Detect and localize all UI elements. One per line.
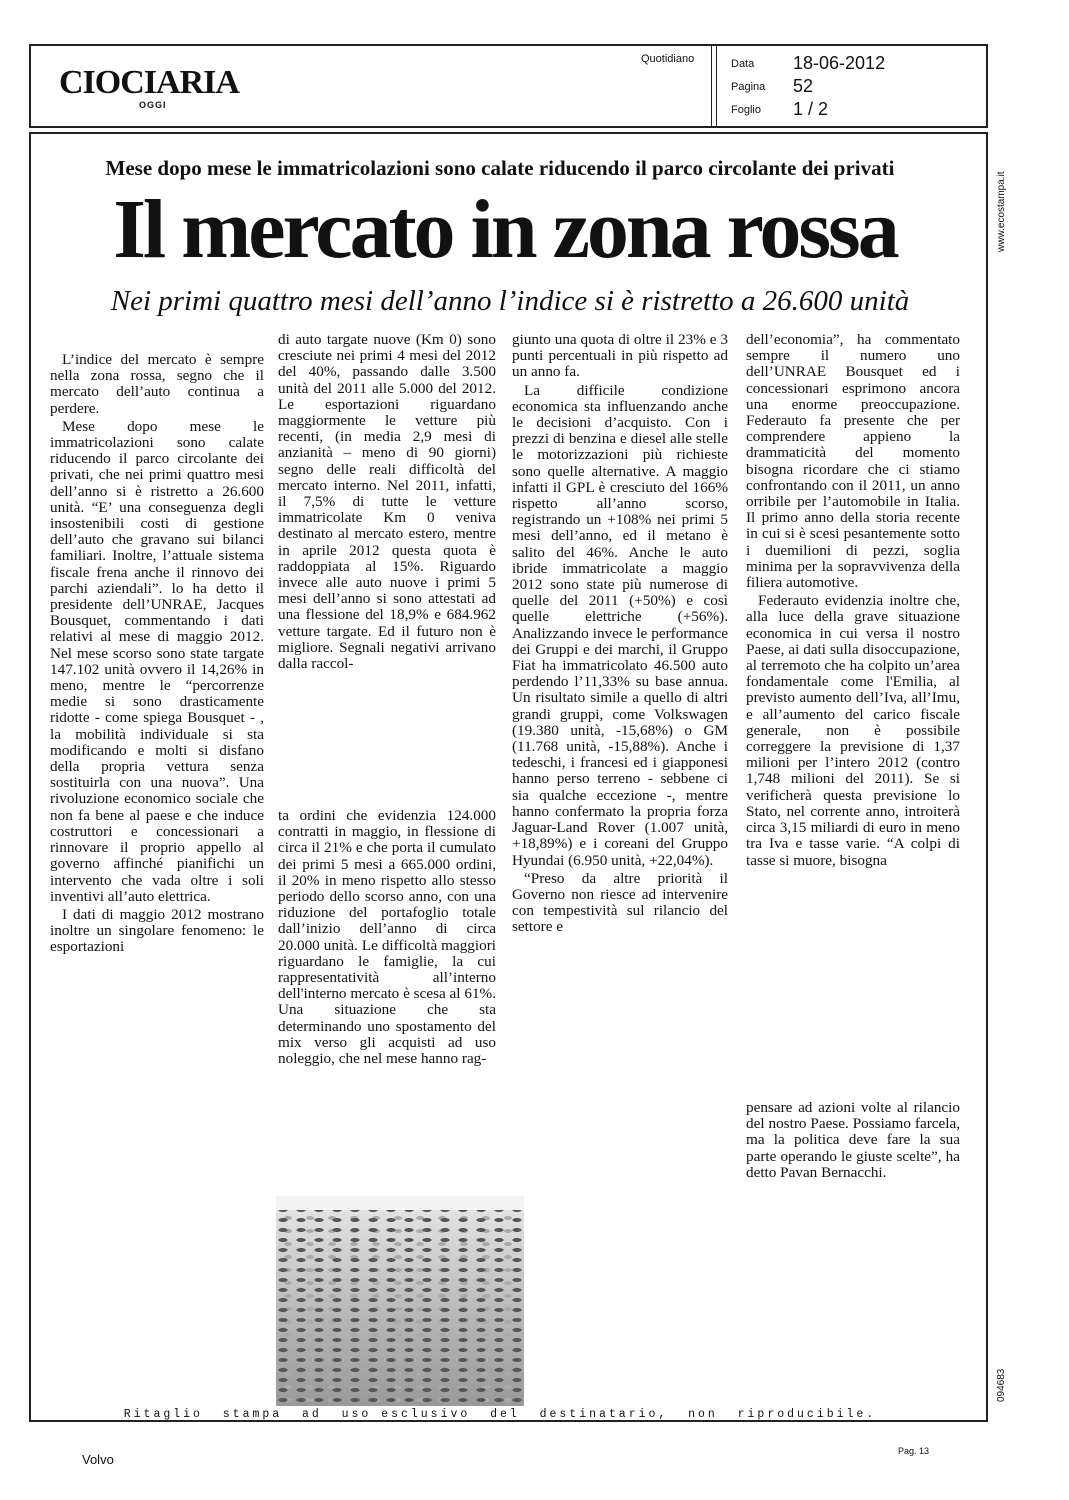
page-value: 52	[793, 76, 814, 96]
photo-sky	[276, 1196, 524, 1210]
paragraph: I dati di maggio 2012 mostrano inoltre un singolare fenomeno: le esportazioni	[50, 905, 264, 956]
article-column-4	[746, 332, 960, 869]
article-kicker: Mese dopo mese le immatricolazioni sono calate riducendo il parco circolante dei privati	[105, 156, 895, 180]
clip-code: 094683	[996, 1368, 1007, 1402]
date-value: 18-06-2012	[793, 53, 886, 73]
parked-cars-photo	[276, 1196, 524, 1406]
reproduction-notice: Ritaglio stampa ad uso esclusivo del destinatario, non riproducibile.	[123, 1408, 877, 1421]
article-column-4-continued	[746, 1100, 960, 1181]
sheet-value: 1 / 2	[793, 99, 829, 119]
newspaper-logo-sub: OGGI	[139, 100, 167, 110]
paragraph: pensare ad azioni volte al rilancio del nostro Paese. Possiamo farcela, ma la politica deve fare la sua parte operando le giuste scelte”, ha detto Pavan Bernacchi.	[746, 1099, 960, 1181]
article-column-2-continued	[278, 808, 496, 1067]
paragraph: “Preso da altre priorità il Governo non riesce ad intervenire con tempestività sul rilancio del settore e	[512, 869, 728, 936]
sheet-label: Foglio	[731, 104, 761, 116]
page-label: Pagina	[731, 81, 766, 93]
article-column-2	[278, 332, 496, 672]
date-label: Data	[731, 58, 755, 70]
article-headline: Il mercato in zona rossa	[113, 183, 897, 276]
newspaper-logo: CIOCIARIA	[59, 64, 239, 101]
ecostampa-url: www.ecostampa.it	[996, 171, 1007, 252]
paragraph: dell’economia”, ha commentato sempre il numero uno dell’UNRAE Bousquet ed i concessionari esprimono ancora una enorme preoccupazione. Federauto fa presente che per comprendere appieno la drammaticità del momento bisogna ricordare che ci stiamo confrontando con il 2011, un anno orribile per l’automobile in Italia. Il primo anno della storia recente in cui si è scesi pesantemente sotto i duemilioni di pezzi, soglia minima per la sopravvivenza della filiera automotive.	[746, 331, 960, 592]
paragraph: giunto una quota di oltre il 23% e 3 punti percentuali in più rispetto ad un anno fa.	[512, 331, 728, 381]
masthead-box	[29, 44, 988, 128]
paragraph: La difficile condizione economica sta influenzando anche le decisioni d’acquisto. Con i prezzi di benzina e diesel alle stelle le motorizzazioni più richieste sono quelle alternative. A maggio infatti il GPL è cresciuto del 166% rispetto all’anno scorso, registrando un +108% nei primi 5 mesi dell’anno, ed il metano è salito del 46%. Anche le auto ibride immatricolate a maggio 2012 sono state più numerose di quelle del 2011 (+50%) e così quelle elettriche (+56%). Analizzando invece le performance dei Gruppi e dei marchi, il Gruppo Fiat ha immatricolato 46.500 auto perdendo l’11,33% su base annua. Un risultato simile a quello di altri grandi gruppi, come Volkswagen (19.380 unità, -15,68%) o GM (11.768 unità, -15,88%). Anche i tedeschi, i francesi ed i giapponesi hanno perso terreno - sebbene ci sia qualche eccezione -, mentre hanno confermato la propria forza Jaguar-Land Rover (1.007 unità, +18,89%) e i coreani del Gruppo Hyundai (6.950 unità, +22,04%).	[512, 381, 728, 869]
paragraph: di auto targate nuove (Km 0) sono cresciute nei primi 4 mesi del 2012 del 40%, passando dalle 3.500 unità del 2011 alle 5.000 del 2012. Le esportazioni riguardano maggiormente le vetture più recenti, (in media 2,9 mesi di anzianità – meno di 90 giorni) segno delle reali difficoltà del mercato interno. Nel 2011, infatti, il 7,5% di tutte le vetture immatricolate Km 0 veniva destinato al mercato estero, mentre in aprile 2012 questa quota è raddoppiata al 15%. Riguardo invece alle auto nuove i primi 5 mesi dell’anno si sono attestati ad una flessione del 18,9% e 684.962 vetture targate. Ed il futuro non è migliore. Segnali negativi arrivano dalla raccol-	[278, 331, 496, 673]
article-column-1	[50, 352, 264, 956]
article-subheadline: Nei primi quattro mesi dell’anno l’indice si è ristretto a 26.600 unità	[110, 285, 910, 317]
paragraph: ta ordini che evidenzia 124.000 contratti in maggio, in flessione di circa il 21% e che porta il cumulato dei primi 5 mesi a 665.000 ordini, il 20% in meno rispetto allo stesso periodo dello scorso anno, con una riduzione del portafoglio totale dall’inizio dell’anno di circa 20.000 unità. Le difficoltà maggiori riguardano le famiglie, la cui rappresentatività all’interno dell'interno mercato è scesa al 61%. Una situazione che sta determinando uno spostamento del mix verso gli acquisti ad uso noleggio, che nel mese hanno rag-	[278, 807, 496, 1068]
paragraph: Federauto evidenzia inoltre che, alla luce della grave situazione economica in cui versa il nostro Paese, ai dati sulla disoccupazione, al terremoto che ha colpito un’area fondamentale come l'Emilia, al previsto aumento dell’Iva, all’Imu, e all’aumento del carico fiscale generale, non è possibile correggere la previsione di 1,37 milioni per l’intero 2012 (contro 1,748 milioni del 2011). Se si verificherà questa previsione lo Stato, nel corrente anno, introiterà circa 3,15 miliardi di euro in meno tra Iva e tasse varie. “A colpi di tasse si muore, bisogna	[746, 592, 960, 869]
article-column-3	[512, 332, 728, 936]
paragraph: Mese dopo mese le immatricolazioni sono calate riducendo il parco circolante dei privati, che nei primi quattro mesi dell’anno si è ristretto a 26.600 unità. “E’ una conseguenza degli insostenibili costi di gestione dell’auto che gravano sui bilanci familiari. Inoltre, l’attuale sistema fiscale frena anche il rinnovo dei parchi aziendali”. lo ha detto il presidente dell’UNRAE, Jacques Bousquet, commentando i dati relativi al mese di maggio 2012. Nel mese scorso sono state targate 147.102 unità ovvero il 14,26% in meno, mentre le “percorrenze medie si sono drasticamente ridotte - come spiega Bousquet - , la mobilità individuale si sta modificando e molti si disfano della propria vettura senza sostituirla con una nuova”. Una rivoluzione economico sociale che non fa bene al paese e che induce costruttori e concessionari a rinnovare il proprio appello al governo affinché pianifichi un intervento che vada oltre i soli inventivi all’auto elettrica.	[50, 417, 264, 905]
publication-type: Quotidiano	[641, 53, 695, 65]
paragraph: L’indice del mercato è sempre nella zona rossa, segno che il mercato dell’auto continua a perdere.	[50, 351, 264, 417]
page-number: Pag. 13	[898, 1446, 930, 1456]
header-divider	[711, 46, 717, 126]
client-label: Volvo	[82, 1452, 114, 1467]
